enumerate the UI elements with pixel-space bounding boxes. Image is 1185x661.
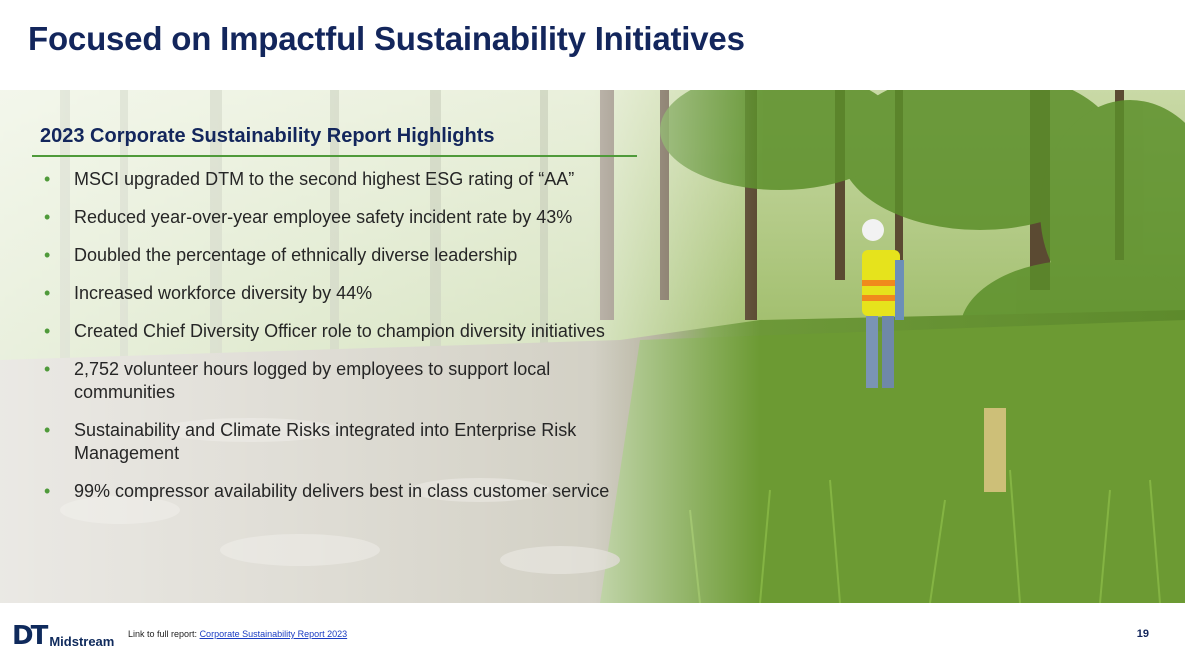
logo-wordmark: Midstream — [49, 634, 115, 649]
bullet-icon: • — [44, 481, 51, 501]
list-item: • Doubled the percentage of ethnically diverse leadership — [44, 245, 518, 265]
slide-title: Focused on Impactful Sustainability Initiatives — [28, 20, 745, 57]
list-item: • 99% compressor availability delivers best in class customer service — [44, 481, 610, 501]
bullet-icon: • — [44, 207, 51, 227]
bullet-icon: • — [44, 420, 51, 440]
list-item: • Created Chief Diversity Officer role to champion diversity initiatives — [44, 321, 605, 341]
report-link[interactable]: Corporate Sustainability Report 2023 — [199, 629, 348, 639]
bullet-icon: • — [44, 321, 51, 341]
bullet-icon: • — [44, 245, 51, 265]
bullet-icon: • — [44, 359, 51, 379]
bullet-icon: • — [44, 169, 51, 189]
logo-mark: DT — [12, 621, 46, 651]
list-item: • Sustainability and Climate Risks integrated into Enterprise Risk Management — [44, 420, 577, 463]
heading-underline — [32, 155, 637, 157]
link-prefix: Link to full report: — [128, 629, 198, 639]
list-item: • Increased workforce diversity by 44% — [44, 283, 373, 303]
list-item: • 2,752 volunteer hours logged by employees to support local communities — [44, 359, 551, 402]
list-item: • MSCI upgraded DTM to the second highest ESG rating of “AA” — [44, 169, 575, 189]
bullet-icon: • — [44, 283, 51, 303]
highlights-heading: 2023 Corporate Sustainability Report Highlights — [40, 125, 495, 147]
report-link-line — [128, 629, 347, 639]
list-item: • Reduced year-over-year employee safety incident rate by 43% — [44, 207, 573, 227]
dt-midstream-logo — [12, 621, 114, 649]
highlights-list — [44, 168, 624, 518]
page-number: 19 — [1136, 628, 1149, 640]
